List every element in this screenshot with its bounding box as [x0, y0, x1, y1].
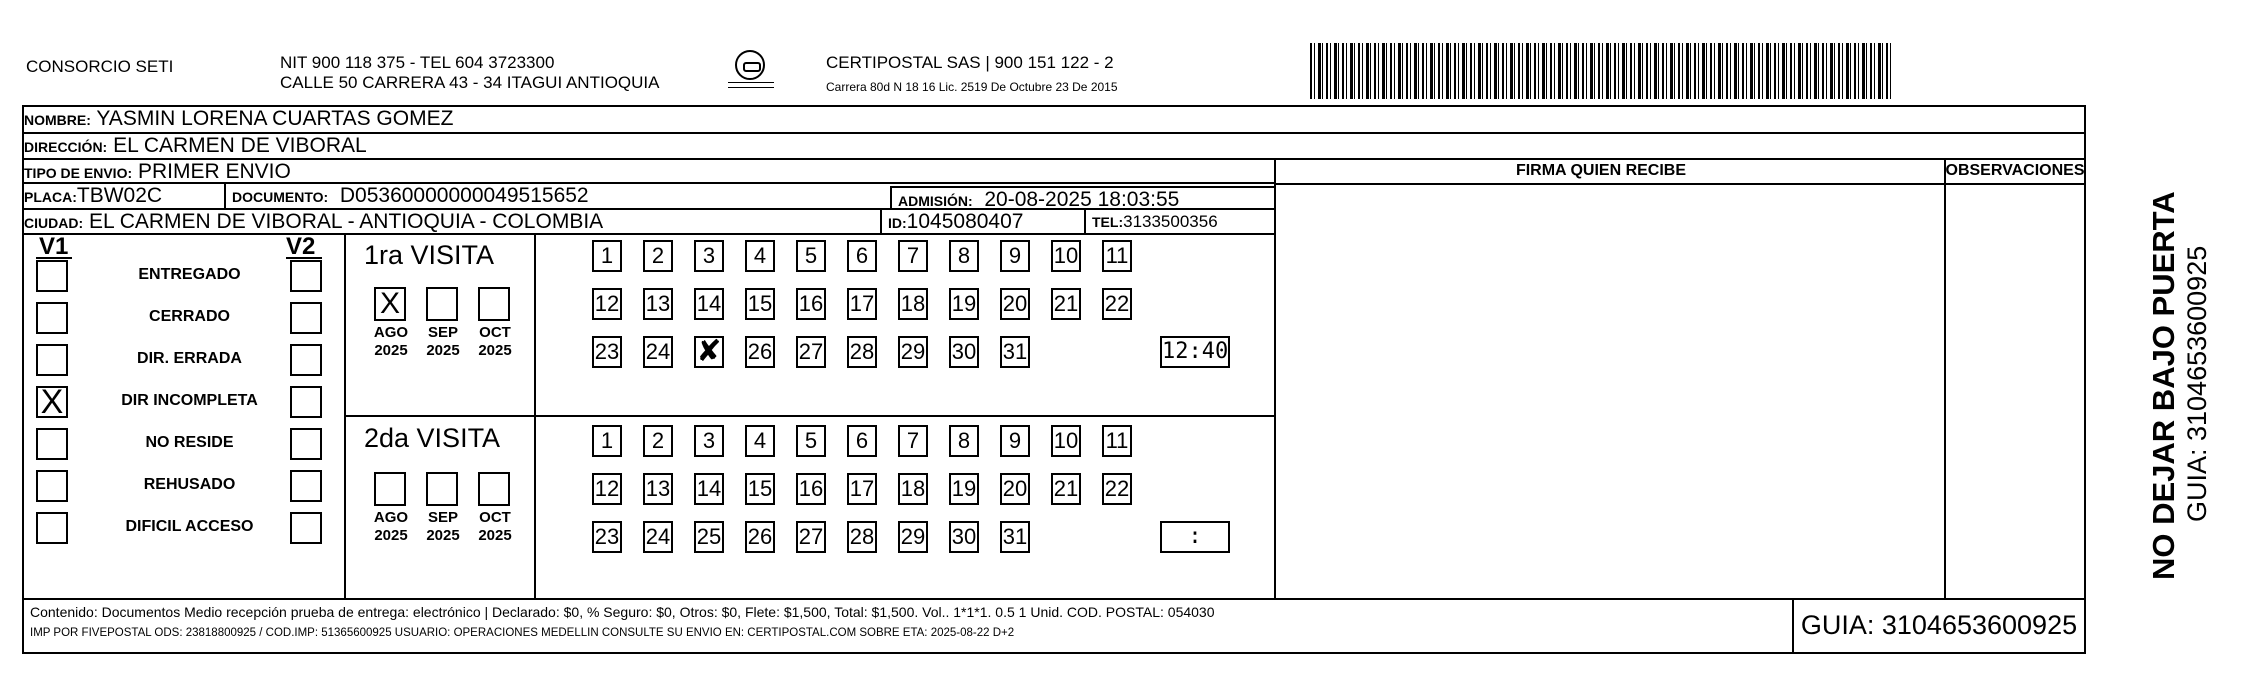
day-box[interactable]: 8 [949, 240, 979, 272]
carrier-line-1: CERTIPOSTAL SAS | 900 151 122 - 2 [826, 53, 1114, 72]
day-box[interactable]: 5 [796, 425, 826, 457]
day-box[interactable]: 16 [796, 288, 826, 320]
visit-separator [344, 415, 1274, 417]
tel-value: 3133500356 [1123, 212, 1218, 231]
signature-panel [1274, 160, 2084, 598]
v2-checkbox[interactable] [290, 470, 322, 502]
v1-checkbox[interactable] [36, 428, 68, 460]
day-box[interactable]: 1 [592, 240, 622, 272]
day-box[interactable]: 25 [694, 521, 724, 553]
year-label: 2025 [478, 342, 512, 359]
v2-checkbox[interactable] [290, 302, 322, 334]
month-label: SEP [427, 324, 458, 341]
v2-checkbox[interactable] [290, 428, 322, 460]
nombre-value: YASMIN LORENA CUARTAS GOMEZ [96, 107, 454, 130]
day-box[interactable]: 9 [1000, 425, 1030, 457]
time-box[interactable]: 12:40 [1160, 336, 1230, 368]
second-visit-title: 2da VISITA [364, 423, 501, 453]
side-warning: NO DEJAR BAJO PUERTA [2146, 191, 2181, 580]
status-label: DIR INCOMPLETA [121, 392, 258, 409]
admision-value: 20-08-2025 18:03:55 [984, 188, 1180, 210]
day-box[interactable]: 9 [1000, 240, 1030, 272]
day-box[interactable]: 6 [847, 240, 877, 272]
day-box[interactable]: 17 [847, 473, 877, 505]
month-label: OCT [479, 324, 511, 341]
documento-label: DOCUMENTO: [232, 189, 329, 205]
day-box[interactable]: 18 [898, 473, 928, 505]
placa-label: PLACA: [24, 189, 77, 205]
observaciones-label: OBSERVACIONES [1945, 162, 2085, 179]
month-checkbox[interactable] [478, 472, 510, 506]
day-box[interactable]: 15 [745, 473, 775, 505]
day-box[interactable]: 30 [949, 521, 979, 553]
day-box[interactable]: 28 [847, 521, 877, 553]
tipo-label: TIPO DE ENVIO: [24, 165, 133, 181]
day-box[interactable]: 16 [796, 473, 826, 505]
carrier-logo-caption [728, 82, 774, 88]
day-box[interactable]: 31 [1000, 336, 1030, 368]
v2-checkbox[interactable] [290, 260, 322, 292]
footer-contenido: Contenido: Documentos Medio recepción prueba de entrega: electrónico | Declarado: $0, % Seguro: $0, Otros: $0, Flete: $1,500, Total: $1,500. Vol.. 1*1*1. 0.5 1 Unid. COD. POSTAL: 054030 [30, 604, 1215, 620]
documento-value: D05360000000049515652 [339, 184, 589, 207]
day-box[interactable]: 24 [643, 521, 673, 553]
day-box[interactable]: 13 [643, 473, 673, 505]
firma-label: FIRMA QUIEN RECIBE [1515, 162, 1687, 179]
row-direccion [24, 134, 2084, 160]
day-box[interactable]: 11 [1102, 425, 1132, 457]
v1-checkbox[interactable] [36, 302, 68, 334]
day-box[interactable]: 2 [643, 240, 673, 272]
v1-label: V1 [39, 233, 69, 260]
year-label: 2025 [426, 342, 460, 359]
day-box[interactable]: 26 [745, 521, 775, 553]
day-box[interactable]: 12 [592, 473, 622, 505]
barcode [1310, 43, 1893, 99]
day-box[interactable]: 20 [1000, 288, 1030, 320]
tel-cell [1084, 210, 1218, 233]
day-box[interactable]: 17 [847, 288, 877, 320]
footer-rule [24, 598, 2084, 600]
ciudad-label: CIUDAD: [24, 215, 84, 231]
day-box[interactable]: 27 [796, 336, 826, 368]
day-box[interactable]: 29 [898, 521, 928, 553]
day-box[interactable]: 6 [847, 425, 877, 457]
status-label: CERRADO [149, 308, 230, 325]
day-box[interactable]: ✘ [694, 336, 724, 368]
status-label: REHUSADO [143, 476, 236, 493]
day-box[interactable]: 21 [1051, 473, 1081, 505]
v2-checkbox[interactable] [290, 344, 322, 376]
day-box[interactable]: 7 [898, 240, 928, 272]
nombre-label: NOMBRE: [24, 112, 91, 128]
direccion-value: EL CARMEN DE VIBORAL [113, 134, 367, 157]
tel-label: TEL: [1092, 214, 1124, 230]
day-box[interactable]: 13 [643, 288, 673, 320]
footer-guia: GUIA: 3104653600925 [1792, 598, 2084, 652]
month-label: AGO [373, 509, 409, 526]
day-box[interactable]: 12 [592, 288, 622, 320]
v2-underline [286, 257, 322, 259]
month-checkbox[interactable] [374, 472, 406, 506]
day-box[interactable]: 31 [1000, 521, 1030, 553]
nit-line-2: CALLE 50 CARRERA 43 - 34 ITAGUI ANTIOQUIA [280, 73, 660, 92]
signature-divider [1944, 160, 1946, 598]
tipo-value: PRIMER ENVIO [137, 160, 291, 183]
day-box[interactable]: 21 [1051, 288, 1081, 320]
day-box[interactable]: 3 [694, 425, 724, 457]
time-box[interactable]: : [1160, 521, 1230, 553]
month-label: AGO [373, 324, 409, 341]
day-box[interactable]: 7 [898, 425, 928, 457]
day-box[interactable]: 23 [592, 336, 622, 368]
day-box[interactable]: 2 [643, 425, 673, 457]
day-box[interactable]: 27 [796, 521, 826, 553]
day-box[interactable]: 1 [592, 425, 622, 457]
v2-checkbox[interactable] [290, 512, 322, 544]
day-box[interactable]: 14 [694, 288, 724, 320]
v1-underline [36, 257, 72, 259]
v2-label: V2 [286, 233, 316, 260]
carrier-line-2: Carrera 80d N 18 16 Lic. 2519 De Octubre 23 De 2015 [826, 80, 1118, 94]
day-box[interactable]: 10 [1051, 425, 1081, 457]
day-box[interactable]: 28 [847, 336, 877, 368]
nit-line-1: NIT 900 118 375 - TEL 604 3723300 [280, 53, 555, 72]
year-label: 2025 [478, 527, 512, 544]
ciudad-value: EL CARMEN DE VIBORAL - ANTIOQUIA - COLOMBIA [88, 210, 604, 233]
day-box[interactable]: 10 [1051, 240, 1081, 272]
month-checkbox[interactable]: X [374, 287, 406, 321]
status-label: DIR. ERRADA [137, 350, 242, 367]
row-ciudad [24, 210, 1276, 235]
guide-form [22, 105, 2086, 654]
year-label: 2025 [374, 527, 408, 544]
day-box[interactable]: 22 [1102, 288, 1132, 320]
day-box[interactable]: 26 [745, 336, 775, 368]
day-box[interactable]: 15 [745, 288, 775, 320]
v1-checkbox[interactable]: X [36, 386, 68, 418]
status-visits-area [24, 235, 1274, 598]
v1-checkbox[interactable] [36, 470, 68, 502]
year-label: 2025 [374, 342, 408, 359]
carrier-logo-icon [735, 50, 765, 80]
day-box[interactable]: 30 [949, 336, 979, 368]
month-checkbox[interactable] [426, 472, 458, 506]
row-tipo [24, 160, 1276, 184]
month-checkbox[interactable] [478, 287, 510, 321]
admision-label: ADMISIÓN: [898, 193, 973, 209]
month-label: OCT [479, 509, 511, 526]
signature-header [1276, 160, 2084, 185]
v1-checkbox[interactable] [36, 344, 68, 376]
documento-cell [224, 184, 589, 208]
side-guia: GUIA: 3104653600925 [2182, 245, 2212, 522]
day-box[interactable]: 18 [898, 288, 928, 320]
day-box[interactable]: 20 [1000, 473, 1030, 505]
id-cell [880, 210, 1023, 233]
v1-checkbox[interactable] [36, 512, 68, 544]
id-value: 1045080407 [906, 210, 1024, 233]
direccion-label: DIRECCIÓN: [24, 139, 108, 155]
row-nombre [24, 107, 2084, 134]
day-box[interactable]: 19 [949, 473, 979, 505]
day-box[interactable]: 5 [796, 240, 826, 272]
v2-checkbox[interactable] [290, 386, 322, 418]
month-label: SEP [427, 509, 458, 526]
first-visit-title: 1ra VISITA [364, 240, 495, 270]
id-label: ID: [888, 215, 907, 231]
month-checkbox[interactable] [426, 287, 458, 321]
day-box[interactable]: 24 [643, 336, 673, 368]
status-label: DIFICIL ACCESO [125, 518, 254, 535]
day-box[interactable]: 19 [949, 288, 979, 320]
placa-value: TBW02C [76, 184, 163, 207]
company-name: CONSORCIO SETI [26, 57, 174, 76]
footer-imp: IMP POR FIVEPOSTAL ODS: 23818800925 / COD.IMP: 51365600925 USUARIO: OPERACIONES MEDELLIN CONSULTE SU ENVIO EN: CERTIPOSTAL.COM SOBRE ETA: 2025-08-22 D+2 [30, 627, 1015, 639]
status-label: ENTREGADO [138, 266, 241, 283]
day-box[interactable]: 22 [1102, 473, 1132, 505]
side-panel [2096, 130, 2212, 580]
admision-cell [890, 186, 1276, 208]
row-placa [24, 184, 1276, 210]
day-box[interactable]: 11 [1102, 240, 1132, 272]
day-box[interactable]: 8 [949, 425, 979, 457]
year-label: 2025 [426, 527, 460, 544]
v1-checkbox[interactable] [36, 260, 68, 292]
day-box[interactable]: 4 [745, 425, 775, 457]
day-box[interactable]: 14 [694, 473, 724, 505]
day-box[interactable]: 3 [694, 240, 724, 272]
day-box[interactable]: 29 [898, 336, 928, 368]
day-box[interactable]: 4 [745, 240, 775, 272]
status-label: NO RESIDE [145, 434, 234, 451]
day-box[interactable]: 23 [592, 521, 622, 553]
